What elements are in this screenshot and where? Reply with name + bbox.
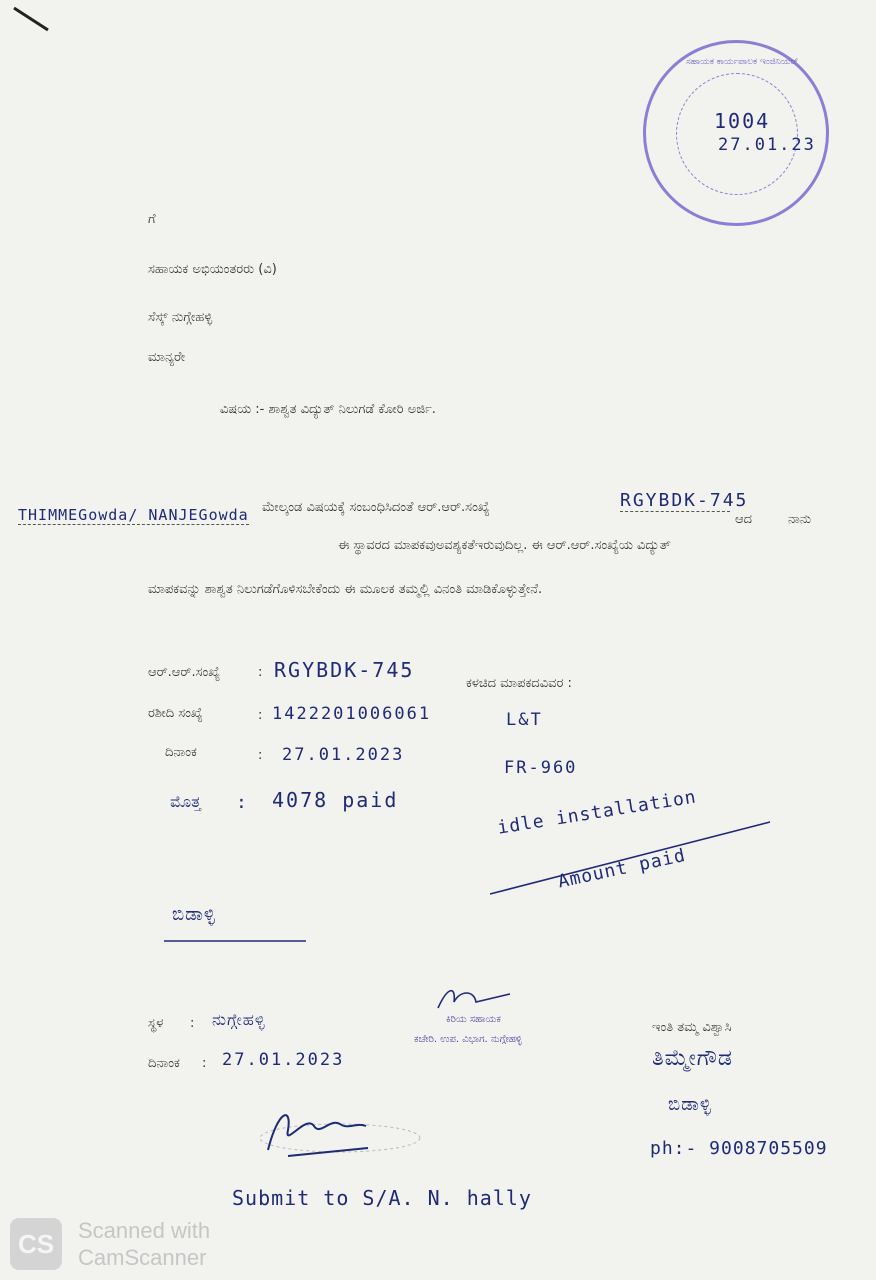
body-line2: ಈ ಸ್ಥಾವರದ ಮಾಪಕವುಅವಶ್ಯಕತೆಇರುವುದಿಲ್ಲ. ಈ ಆರ್.ಆರ್.ಸಂಖ್ಯೆಯ ವಿದ್ಯುತ್ [338, 538, 671, 553]
place-label: ಸ್ಥಳ [148, 1016, 164, 1031]
office-stamp [643, 40, 829, 226]
meter-number: FR-960 [504, 758, 578, 778]
amount-value: 4078 paid [272, 788, 399, 812]
office: ಸೆಸ್ಕ್ ನುಗ್ಗೇಹಳ್ಳಿ [148, 310, 213, 325]
meter-label: ಕಳಚಿದ ಮಾಪಕದವಿವರ : [466, 676, 572, 691]
watermark-line1: Scanned with [78, 1218, 211, 1243]
closing: ಇಂತಿ ತಮ್ಮ ವಿಶ್ವಾಸಿ [652, 1020, 732, 1035]
receiver-signature [248, 1100, 428, 1180]
colon: : [258, 748, 263, 763]
pen-mark [0, 0, 60, 40]
camscanner-logo: CS [10, 1218, 62, 1270]
note-amount-paid: Amount paid [556, 844, 688, 893]
colon: : [258, 708, 263, 723]
colon: : [202, 1056, 207, 1071]
receipt-label: ರಶೀದಿ ಸಂಖ್ಯೆ [148, 706, 203, 721]
watermark-line2: CamScanner [78, 1245, 207, 1270]
addressee: ಸಹಾಯಕ ಅಭಿಯಂತರರು (ವಿ) [148, 262, 277, 277]
stamp-number: 1004 [714, 109, 771, 133]
officer-seal-line1: ಕಿರಿಯ ಸಹಾಯಕ [446, 1014, 501, 1025]
footer-date-value: 27.01.2023 [222, 1050, 345, 1070]
to-label: ಗೆ [148, 212, 156, 227]
footer-date-label: ದಿನಾಂಕ [148, 1056, 180, 1071]
signature-village: ಬಿಡಾಳ್ಳಿ [668, 1094, 712, 1115]
receipt-value: 1422201006061 [272, 704, 432, 724]
stamp-ring-text: ಸಹಾಯಕ ಕಾರ್ಯಪಾಲಕ ಇಂಜಿನಿಯರ್ [686, 57, 799, 67]
body-line1-suffix1: ಆದ [735, 512, 752, 527]
note-idle-installation: idle installation [496, 786, 699, 839]
village-name: ಬಿಡಾಳ್ಳಿ [172, 904, 216, 925]
date-value: 27.01.2023 [282, 745, 405, 765]
place-value: ನುಗ್ಗೇಹಳ್ಳಿ [212, 1010, 266, 1029]
body-line3: ಮಾಪಕವನ್ನು ಶಾಶ್ವತ ನಿಲುಗಡೆಗೊಳಿಸಬೇಕೆಂದು ಈ ಮೂಲಕ ತಮ್ಮಲ್ಲಿ ವಿನಂತಿ ಮಾಡಿಕೊಳ್ಳುತ್ತೇನೆ. [148, 582, 543, 597]
subject: ವಿಷಯ :- ಶಾಶ್ವತ ವಿದ್ಯುತ್ ನಿಲುಗಡೆ ಕೋರಿ ಅರ್ಜಿ. [220, 402, 436, 417]
salutation: ಮಾನ್ಯರೇ [148, 350, 186, 365]
officer-initials [430, 984, 520, 1014]
colon: : [236, 792, 249, 813]
body-line1-prefix: ಮೇಲ್ಕಂಡ ವಿಷಯಕ್ಕೆ ಸಂಬಂಧಿಸಿದಂತೆ ಆರ್.ಆರ್.ಸಂಖ್ಯೆ [262, 500, 490, 515]
colon: : [190, 1016, 195, 1031]
officer-seal-line2: ಕಚೇರಿ. ಉಪ. ವಿಭಾಗ. ನುಗ್ಗೇಹಳ್ಳಿ [414, 1034, 522, 1045]
applicant-name: THIMMEGowda/ NANJEGowda [18, 506, 249, 524]
amount-label: ಮೊತ್ತ [170, 792, 201, 811]
phone-number: ph:- 9008705509 [650, 1138, 828, 1159]
rr-number-handwritten: RGYBDK-745 [620, 490, 749, 511]
village-underline [164, 938, 314, 944]
meter-make: L&T [506, 710, 543, 730]
submit-note: Submit to S/A. N. hally [232, 1186, 532, 1210]
colon: : [258, 665, 263, 680]
body-line1-suffix2: ನಾನು [788, 512, 812, 527]
rr-value: RGYBDK-745 [274, 658, 415, 682]
signature-name: ತಿಮ್ಮೇಗೌಡ [652, 1046, 733, 1071]
rr-label: ಆರ್.ಆರ್.ಸಂಖ್ಯೆ [148, 665, 221, 680]
date-label: ದಿನಾಂಕ [165, 745, 197, 760]
stamp-date: 27.01.23 [718, 135, 816, 155]
